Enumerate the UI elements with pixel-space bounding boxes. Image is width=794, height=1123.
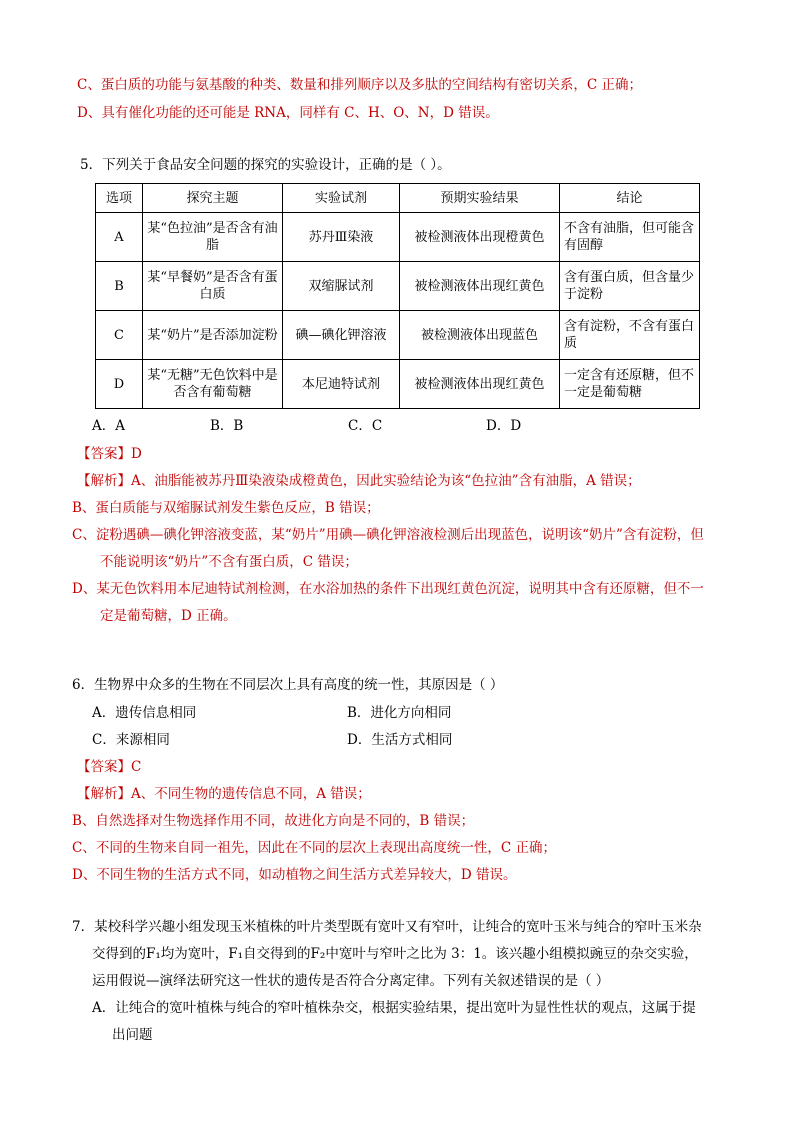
q5-analysis-line: D、某无色饮料用本尼迪特试剂检测，在水浴加热的条件下出现红黄色沉淀，说明其中含有还原糖，但不一 (72, 581, 704, 597)
cell-topic: 某“奶片”是否添加淀粉 (143, 311, 283, 360)
cell-reagent: 苏丹Ⅲ染液 (283, 213, 400, 262)
cell-option: C (96, 311, 143, 360)
cell-option: B (96, 262, 143, 311)
q5-option-a: A．A (92, 418, 125, 434)
q5-analysis-line: 定是葡萄糖，D 正确。 (100, 608, 237, 624)
q6-answer: 【答案】C (77, 759, 142, 775)
q7-option-a-line: 出问题 (112, 1027, 153, 1043)
q6-option-c: C．来源相同 (92, 732, 170, 748)
q6-stem: 6．生物界中众多的生物在不同层次上具有高度的统一性，其原因是（ ） (72, 677, 504, 693)
q5-analysis-line: B、蛋白质能与双缩脲试剂发生紫色反应，B 错误； (72, 500, 380, 516)
cell-reagent: 碘—碘化钾溶液 (283, 311, 400, 360)
q6-option-b: B．进化方向相同 (347, 705, 452, 721)
cell-conclusion: 一定含有还原糖，但不一定是葡萄糖 (560, 360, 700, 409)
table-header-row (96, 184, 700, 213)
q6-option-a: A．遗传信息相同 (92, 705, 197, 721)
cell-result: 被检测液体出现红黄色 (400, 262, 560, 311)
prev-analysis-c: C、蛋白质的功能与氨基酸的种类、数量和排列顺序以及多肽的空间结构有密切关系，C 正确； (77, 77, 642, 93)
cell-reagent: 双缩脲试剂 (283, 262, 400, 311)
q6-analysis-line: D、不同生物的生活方式不同，如动植物之间生活方式差异较大，D 错误。 (72, 867, 517, 883)
q5-option-d: D．D (486, 418, 522, 434)
cell-topic: 某“早餐奶”是否含有蛋白质 (143, 262, 283, 311)
q5-analysis-line: 不能说明该“奶片”不含有蛋白质，C 错误； (100, 554, 358, 570)
q6-option-d: D．生活方式相同 (347, 732, 453, 748)
cell-topic: 某“无糖”无色饮料中是否含有葡萄糖 (143, 360, 283, 409)
cell-conclusion: 含有蛋白质，但含量少于淀粉 (560, 262, 700, 311)
q6-analysis-line: B、自然选择对生物选择作用不同，故进化方向是不同的，B 错误； (72, 813, 475, 829)
q6-analysis-line: C、不同的生物来自同一祖先，因此在不同的层次上表现出高度统一性，C 正确； (72, 840, 556, 856)
q5-option-c: C．C (348, 418, 383, 434)
cell-conclusion: 不含有油脂，但可能含有固醇 (560, 213, 700, 262)
q5-option-b: B．B (210, 418, 244, 434)
cell-option: A (96, 213, 143, 262)
prev-analysis-d: D、具有催化功能的还可能是 RNA，同样有 C、H、O、N，D 错误。 (77, 105, 499, 121)
cell-topic: 某“色拉油”是否含有油脂 (143, 213, 283, 262)
q5-experiment-table (95, 183, 700, 409)
cell-option: D (96, 360, 143, 409)
q6-analysis-line: 【解析】A、不同生物的遗传信息不同，A 错误； (77, 786, 371, 802)
q7-stem-line: 7．某校科学兴趣小组发现玉米植株的叶片类型既有宽叶又有窄叶，让纯合的宽叶玉米与纯合的窄叶玉米杂 (72, 919, 702, 935)
q7-stem-line: 运用假说—演绎法研究这一性状的遗传是否符合分离定律。下列有关叙述错误的是（ ） (92, 973, 610, 989)
q5-analysis-line: C、淀粉遇碘—碘化钾溶液变蓝，某“奶片”用碘—碘化钾溶液检测后出现蓝色，说明该“奶片”含有淀粉，但 (72, 527, 704, 543)
header-result: 预期实验结果 (400, 184, 560, 213)
q5-analysis-line: 【解析】A、油脂能被苏丹Ⅲ染液染成橙黄色，因此实验结论为该“色拉油”含有油脂，A 错误； (77, 473, 641, 489)
cell-result: 被检测液体出现蓝色 (400, 311, 560, 360)
cell-result: 被检测液体出现橙黄色 (400, 213, 560, 262)
cell-conclusion: 含有淀粉，不含有蛋白质 (560, 311, 700, 360)
q7-option-a-line: A．让纯合的宽叶植株与纯合的窄叶植株杂交，根据实验结果，提出宽叶为显性性状的观点，这属于提 (92, 1000, 696, 1016)
table-row (96, 262, 700, 311)
q5-answer: 【答案】D (77, 446, 142, 462)
header-topic: 探究主题 (143, 184, 283, 213)
q7-stem-line: 交得到的F₁均为宽叶，F₁自交得到的F₂中宽叶与窄叶之比为 3：1。该兴趣小组模拟豌豆的杂交实验， (92, 946, 698, 962)
cell-result: 被检测液体出现红黄色 (400, 360, 560, 409)
table-row (96, 311, 700, 360)
cell-reagent: 本尼迪特试剂 (283, 360, 400, 409)
table-row (96, 213, 700, 262)
header-reagent: 实验试剂 (283, 184, 400, 213)
header-option: 选项 (96, 184, 143, 213)
q5-stem: 5．下列关于食品安全问题的探究的实验设计，正确的是（ ）。 (80, 157, 451, 173)
table-row (96, 360, 700, 409)
header-conclusion: 结论 (560, 184, 700, 213)
